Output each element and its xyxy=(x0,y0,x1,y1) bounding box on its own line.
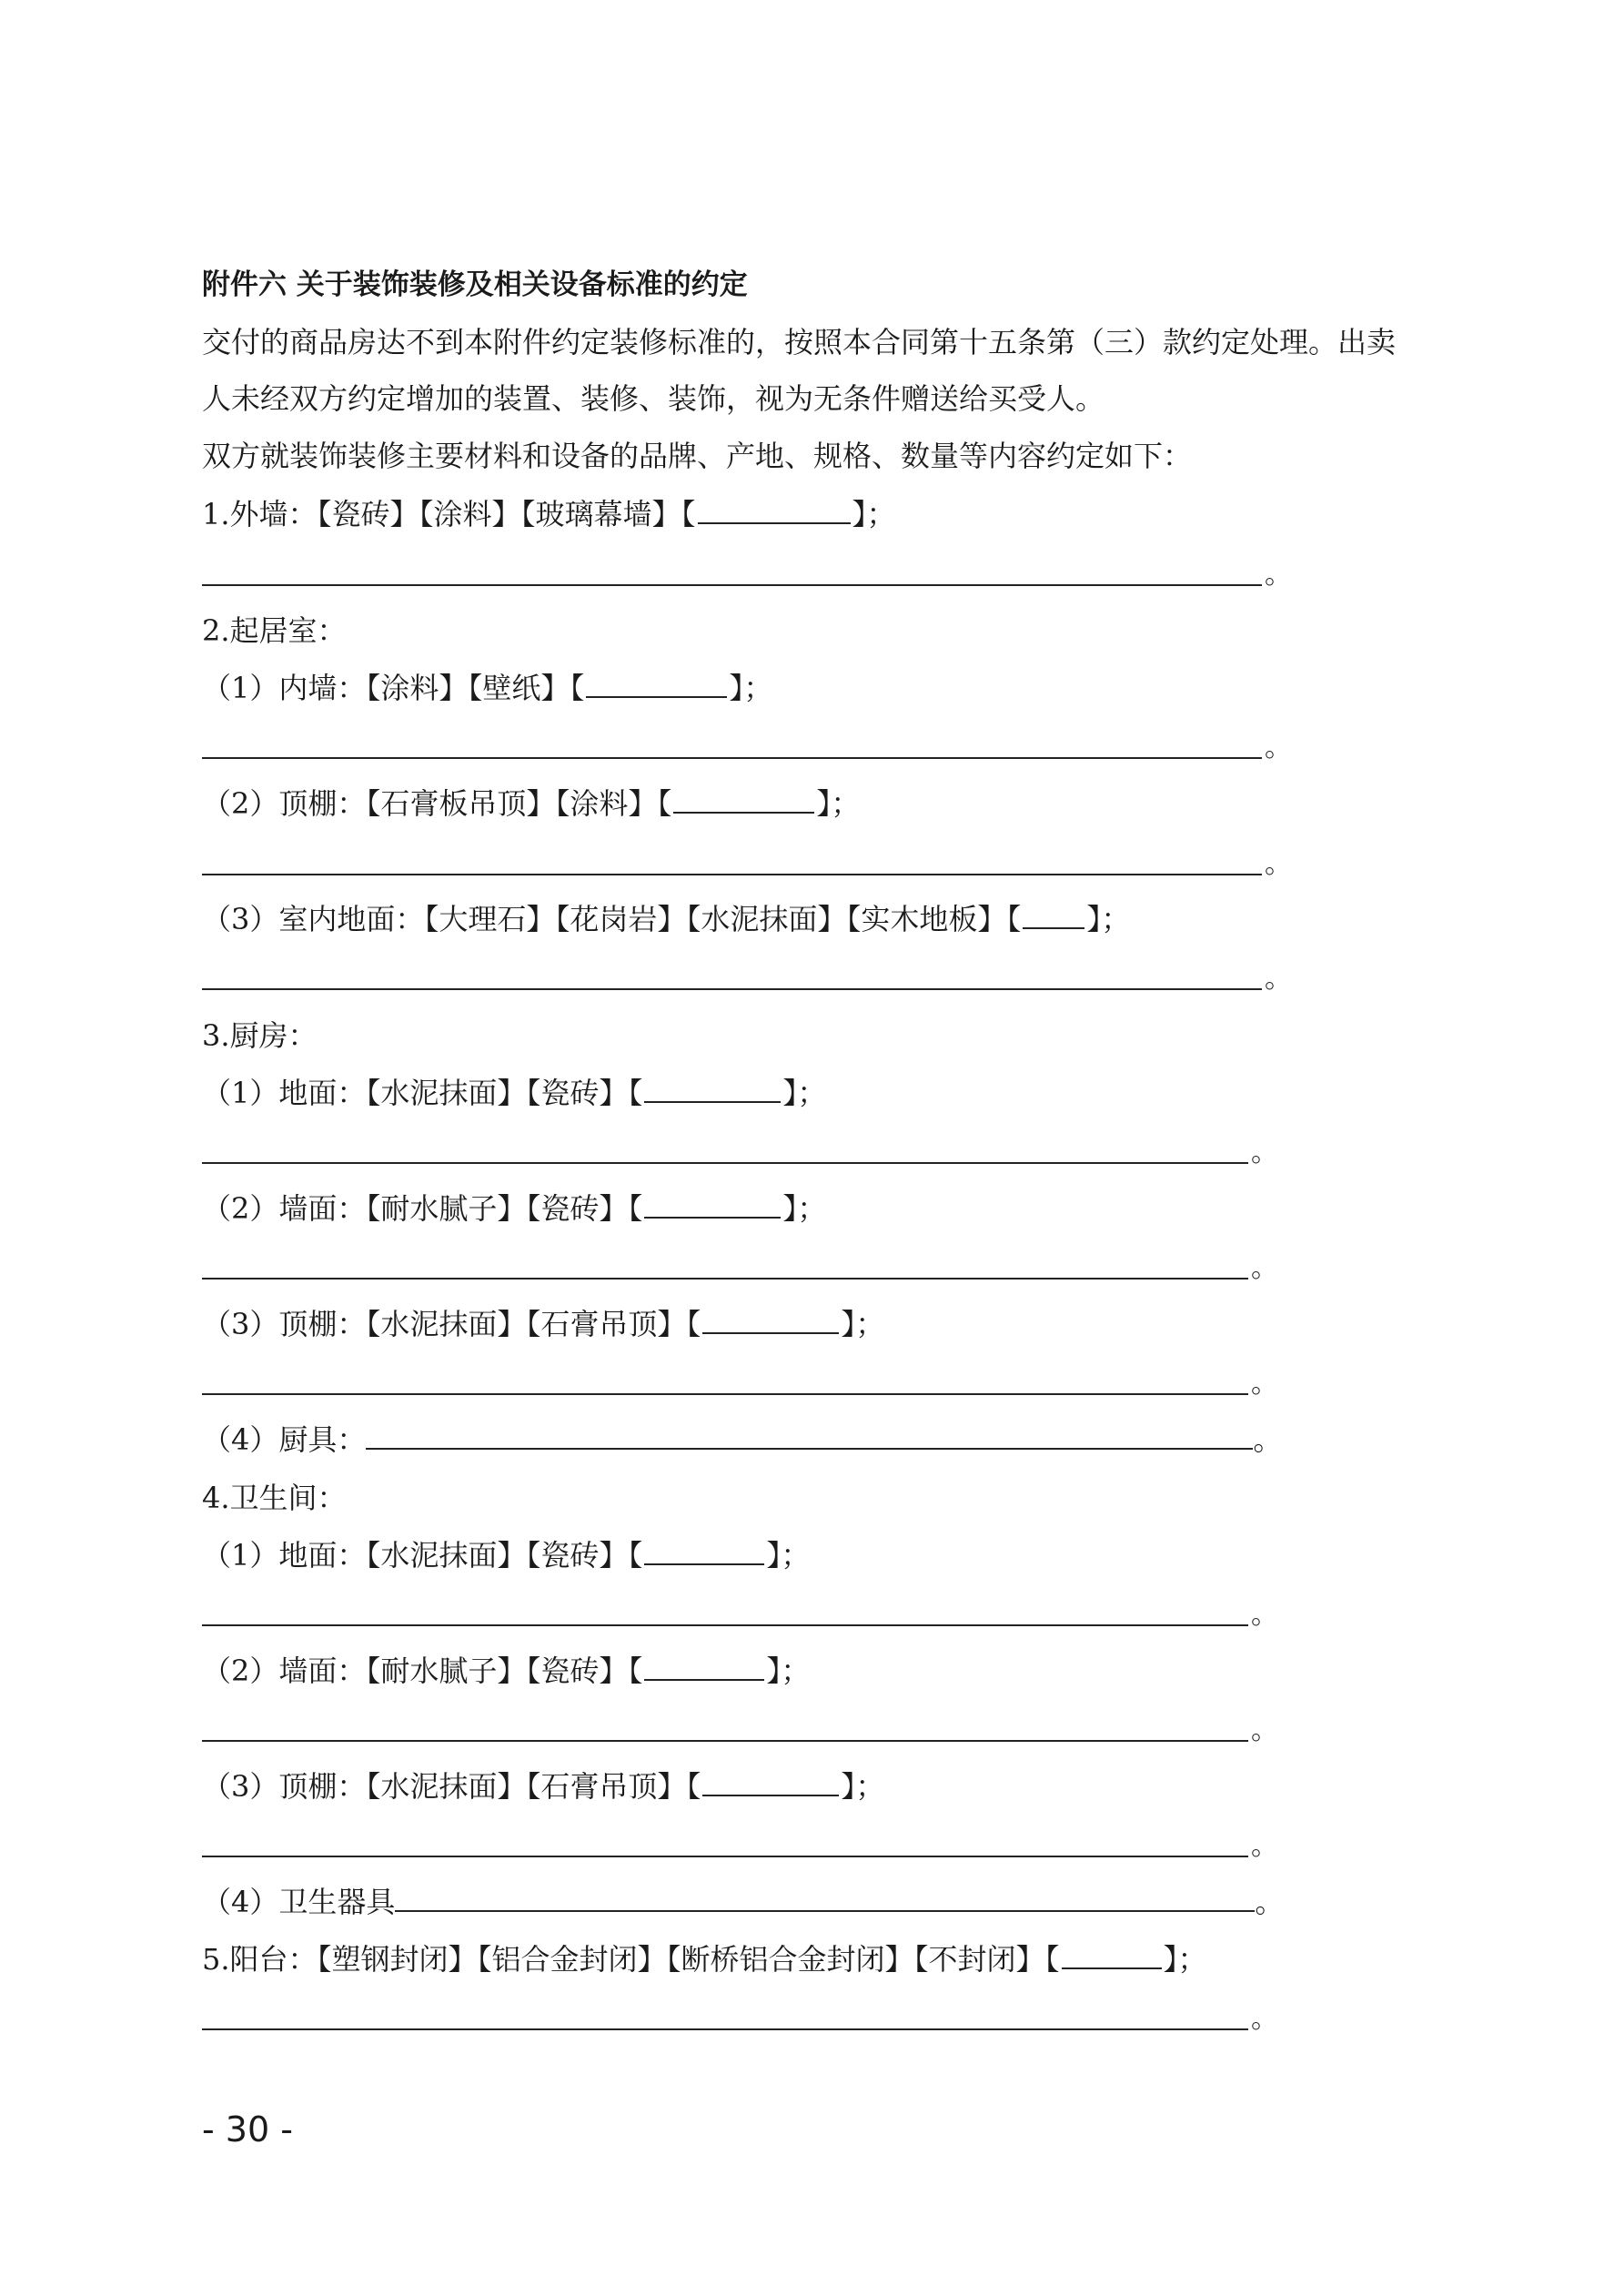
item-label: （3）室内地面：【大理石】【花岗岩】【水泥抹面】【实木地板】【 xyxy=(202,902,1022,936)
page-title: 附件六 关于装饰装修及相关设备标准的约定 xyxy=(202,268,748,301)
blank-field[interactable] xyxy=(673,786,814,814)
blank-field[interactable] xyxy=(702,1769,839,1796)
blank-field[interactable] xyxy=(395,1885,1255,1912)
item-label: 5.阳台：【塑钢封闭】【铝合金封闭】【断桥铝合金封闭】【不封闭】【 xyxy=(202,1942,1060,1977)
section-heading-bathroom: 4.卫生间： xyxy=(202,1481,347,1515)
blank-field[interactable] xyxy=(366,1422,1253,1450)
item-living-floor xyxy=(202,901,1130,937)
item-balcony xyxy=(202,1941,1207,1977)
item-kitchen-floor xyxy=(202,1075,826,1111)
blank-field[interactable] xyxy=(644,1191,781,1219)
item-bath-wall xyxy=(202,1653,810,1689)
item-label: （1）内墙：【涂料】【壁纸】【 xyxy=(202,671,585,705)
item-tail: 】； xyxy=(766,1538,811,1573)
item-tail: 】； xyxy=(841,1769,885,1804)
item-exterior-wall xyxy=(202,496,896,532)
item-label: （2）墙面：【耐水腻子】【瓷砖】【 xyxy=(202,1191,643,1226)
blank-field[interactable] xyxy=(698,497,851,524)
item-label: （2）墙面：【耐水腻子】【瓷砖】【 xyxy=(202,1654,643,1688)
item-kitchen-ceiling xyxy=(202,1306,884,1342)
item-tail: 】； xyxy=(1163,1942,1207,1977)
item-bath-ceiling xyxy=(202,1768,884,1805)
item-tail: 】； xyxy=(816,786,861,821)
item-label: （1）地面：【水泥抹面】【瓷砖】【 xyxy=(202,1076,643,1110)
item-tail: 】； xyxy=(729,671,773,705)
item-label: （3）顶棚：【水泥抹面】【石膏吊顶】【 xyxy=(202,1769,701,1804)
item-kitchen-appliances: （4）厨具： 。 xyxy=(202,1422,1283,1457)
item-label: （1）地面：【水泥抹面】【瓷砖】【 xyxy=(202,1538,643,1573)
intro-paragraph-line-1: 交付的商品房达不到本附件约定装修标准的，按照本合同第十五条第（三）款约定处理。出卖 xyxy=(202,325,1397,359)
intro-paragraph-line-3: 双方就装饰装修主要材料和设备的品牌、产地、规格、数量等内容约定如下： xyxy=(202,439,1193,473)
blank-field[interactable] xyxy=(586,671,727,698)
blank-field[interactable] xyxy=(644,1076,781,1103)
blank-field[interactable] xyxy=(702,1307,839,1334)
blank-field[interactable] xyxy=(1062,1942,1162,1969)
blank-field[interactable] xyxy=(644,1654,764,1681)
item-label: 1.外墙：【瓷砖】【涂料】【玻璃幕墙】【 xyxy=(202,497,696,531)
item-tail: 】； xyxy=(782,1191,827,1226)
page-number: - 30 - xyxy=(202,2109,293,2149)
item-kitchen-wall xyxy=(202,1190,826,1227)
item-tail: 】； xyxy=(1086,902,1131,936)
section-heading-kitchen: 3.厨房： xyxy=(202,1018,318,1053)
blank-field[interactable] xyxy=(1023,902,1084,929)
item-living-inner-wall xyxy=(202,670,772,706)
item-label: （2）顶棚：【石膏板吊顶】【涂料】【 xyxy=(202,786,672,821)
item-bath-fixtures: （4）卫生器具 。 xyxy=(202,1885,1285,1919)
blank-field[interactable] xyxy=(644,1538,764,1565)
document-page: 附件六 关于装饰装修及相关设备标准的约定 交付的商品房达不到本附件约定装修标准的，按照本合同第十五条第（三）款约定处理。出卖 人未经双方约定增加的装置、装修、装饰，视为无条件赠送给买受人。 双方就装饰装修主要材料和设备的品牌、产地、规格、数量等内容约定如下： 1.外墙：【瓷砖】【涂料】【玻璃幕墙】【 】； 。 2.起居室： （1）内墙：【涂料】【壁纸】【 】； 。 （2）顶棚：【石膏板吊顶】【涂料】【 】； 。 （3）室内地面：【大理石】【花岗岩】【水泥抹面】【实木地板】【 】； 。 3.厨房： （1）地面：【水泥抹面】【瓷砖】【 】； 。 （2）墙面：【耐水腻子】【瓷砖】【 】； 。 （3）顶棚：【水泥抹面】【石膏吊顶】【 】； 。 （4）厨具： 。 4.卫生间： （1）地面：【水泥抹面】【瓷砖】【 】； 。 （2）墙面：【耐水腻子】【瓷砖】【 】； 。 （3）顶棚：【水泥抹面】【石膏吊顶】【 】； 。 （4）卫生器具 。 5.阳台：【塑钢封闭】【铝合金封闭】【断桥铝合金封闭】【不封闭】【 】； 。 - 30 - xyxy=(202,268,1397,2149)
item-tail: 】； xyxy=(782,1076,827,1110)
item-label: （4）厨具： xyxy=(202,1422,367,1457)
item-label: （3）顶棚：【水泥抹面】【石膏吊顶】【 xyxy=(202,1307,701,1341)
item-bath-floor xyxy=(202,1537,810,1573)
section-heading-living-room: 2.起居室： xyxy=(202,613,347,648)
item-tail: 】； xyxy=(852,497,896,531)
intro-paragraph-line-2: 人未经双方约定增加的装置、装修、装饰，视为无条件赠送给买受人。 xyxy=(202,381,1105,416)
item-tail: 】； xyxy=(766,1654,811,1688)
item-label: （4）卫生器具 xyxy=(202,1885,396,1919)
item-living-ceiling xyxy=(202,785,860,822)
item-tail: 】； xyxy=(841,1307,885,1341)
